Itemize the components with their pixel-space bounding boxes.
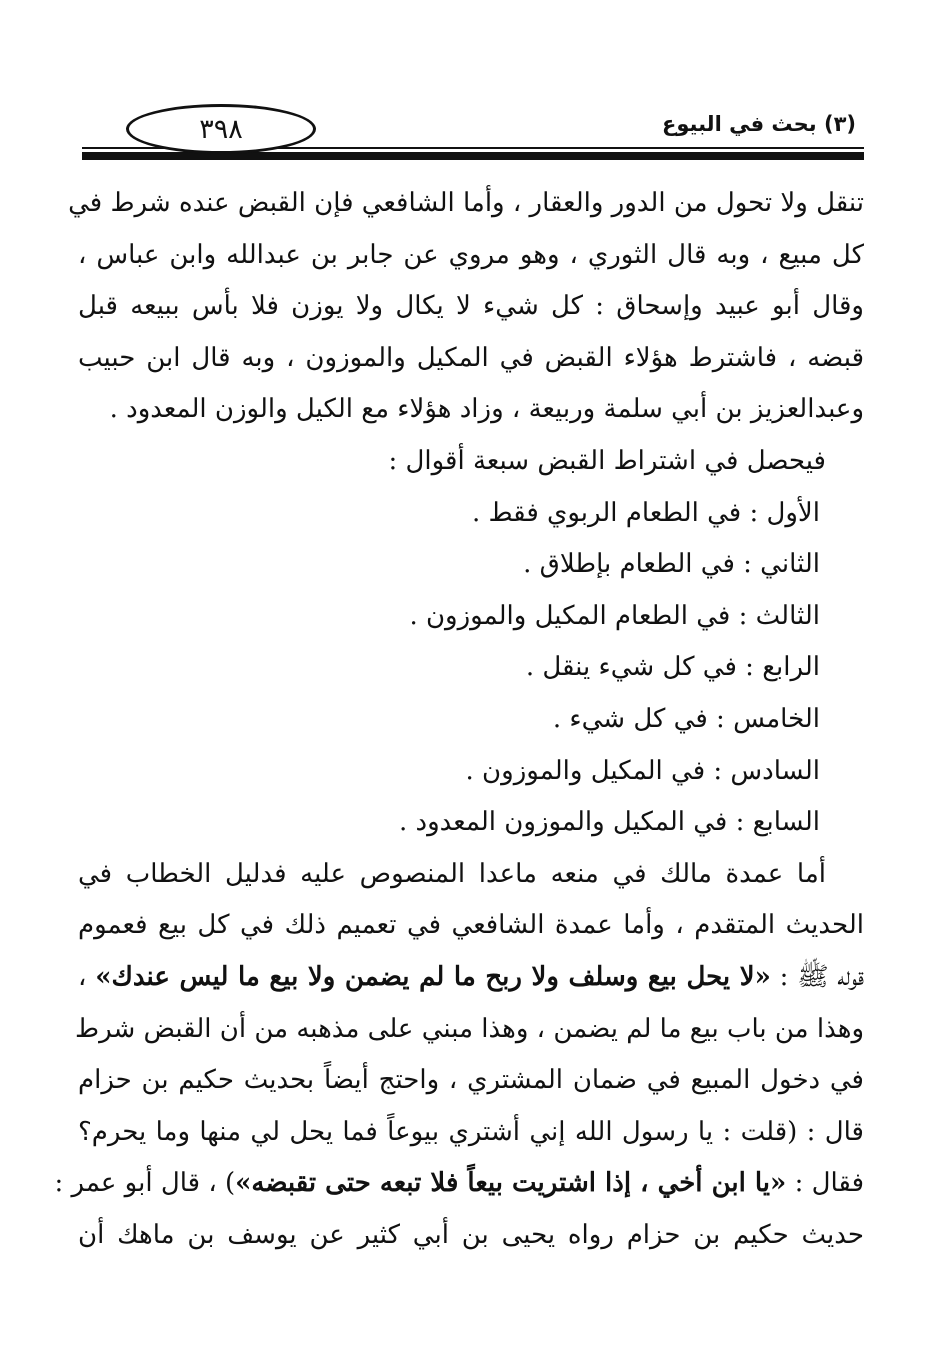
text-line: تنقل ولا تحول من الدور والعقار ، وأما الشافعي فإن القبض عنده شرط في bbox=[68, 188, 864, 218]
hadith-intro: قوله ﷺ : bbox=[770, 961, 865, 992]
text-line: في دخول المبيع في ضمان المشتري ، واحتج أيضاً بحديث حكيم بن حزام bbox=[78, 1065, 864, 1096]
text-line: وقال أبو عبيد وإسحاق : كل شيء لا يكال ولا يوزن فلا بأس ببيعه قبل bbox=[78, 291, 864, 322]
opinions-intro: فيحصل في اشتراط القبض سبعة أقوال : bbox=[388, 445, 826, 476]
text-line: وعبدالعزيز بن أبي سلمة وربيعة ، وزاد هؤلاء مع الكيل والوزن المعدود . bbox=[109, 394, 864, 425]
page-header bbox=[82, 92, 864, 172]
hadith-quote: «يا ابن أخي ، إذا اشتريت بيعاً فلا تبعه حتى تقبضه» bbox=[235, 1168, 787, 1199]
hadith-line bbox=[54, 1158, 864, 1210]
punctuation: ، bbox=[78, 961, 96, 992]
running-title: (٣) بحث في البيوع bbox=[662, 112, 856, 136]
text-line: قبضه ، فاشترط هؤلاء القبض في المكيل والموزون ، وبه قال ابن حبيب bbox=[78, 342, 864, 373]
hadith-quote: «لا يحل بيع وسلف ولا ربح ما لم يضمن ولا بيع ما ليس عندك» bbox=[95, 961, 771, 992]
page-number: ٣٩٨ bbox=[126, 104, 316, 154]
hadith-intro: فقال : bbox=[786, 1168, 864, 1199]
opinion-item: الرابع : في كل شيء ينقل . bbox=[525, 652, 820, 683]
text-line: حديث حكيم بن حزام رواه يحيى بن أبي كثير عن يوسف بن ماهك أن bbox=[78, 1219, 864, 1250]
opinion-item: السابع : في المكيل والموزون المعدود . bbox=[399, 807, 820, 838]
opinion-item: الثالث : في الطعام المكيل والموزون . bbox=[409, 600, 820, 631]
hadith-line bbox=[78, 952, 864, 1004]
opinion-item: الخامس : في كل شيء . bbox=[552, 703, 820, 734]
body-text bbox=[54, 178, 865, 1261]
opinion-item: السادس : في المكيل والموزون . bbox=[465, 755, 820, 786]
text-line: وهذا من باب بيع ما لم يضمن ، وهذا مبني على مذهبه من أن القبض شرط bbox=[75, 1013, 864, 1044]
text-line: أما عمدة مالك في منعه ماعدا المنصوص عليه فدليل الخطاب في bbox=[78, 858, 826, 889]
text-line: قال : (قلت : يا رسول الله إني أشتري بيوعاً فما يحل لي منها وما يحرم؟ bbox=[78, 1116, 864, 1147]
opinion-item: الثاني : في الطعام بإطلاق . bbox=[523, 549, 820, 580]
text-continuation: ) ، قال أبو عمر : bbox=[54, 1168, 236, 1199]
opinion-item: الأول : في الطعام الربوي فقط . bbox=[471, 497, 820, 528]
text-line: كل مبيع ، وبه قال الثوري ، وهو مروي عن جابر بن عبدالله وابن عباس ، bbox=[78, 239, 864, 270]
text-line: الحديث المتقدم ، وأما عمدة الشافعي في تعميم ذلك في كل بيع فعموم bbox=[78, 910, 864, 941]
